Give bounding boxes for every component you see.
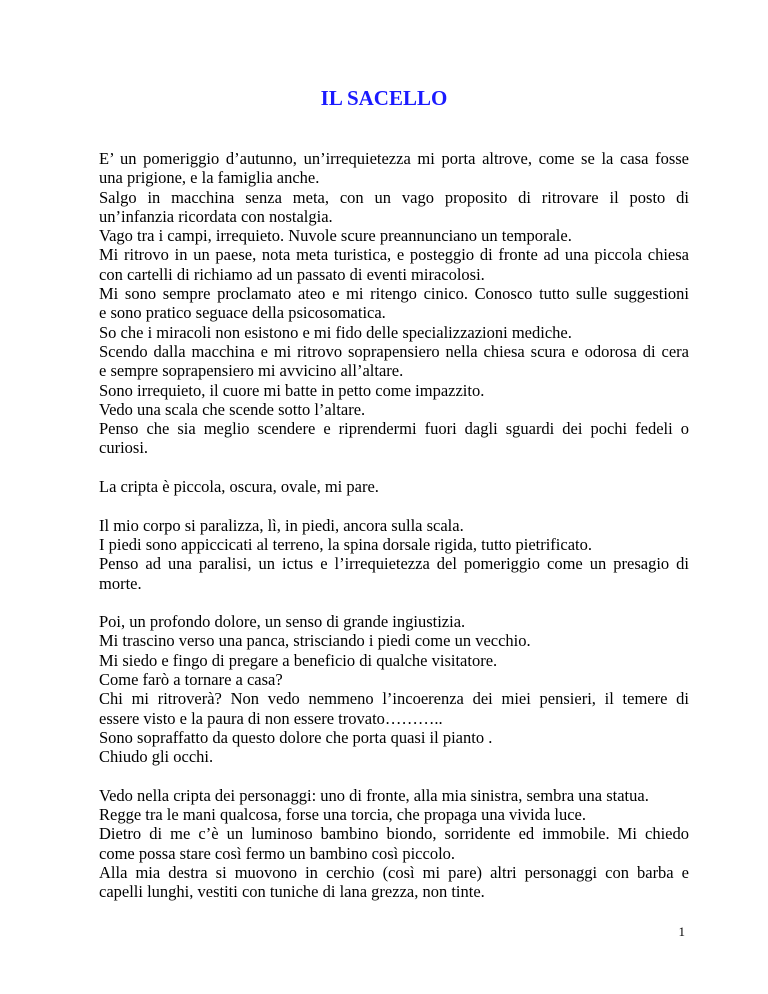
text-line: La cripta è piccola, oscura, ovale, mi pare. [99, 477, 379, 497]
text-line: Mi siedo e fingo di pregare a beneficio di qualche visitatore. [99, 650, 498, 670]
paragraph [99, 477, 689, 496]
text-line: E’ un pomeriggio d’autunno, un’irrequietezza mi porta altrove, come se la casa fosse [99, 149, 689, 168]
text-line: Come farò a tornare a casa? [99, 670, 283, 690]
text-line: Poi, un profondo dolore, un senso di grande ingiustizia. [99, 612, 466, 632]
text-line: capelli lunghi, vestiti con tuniche di lana grezza, non tinte. [99, 882, 485, 902]
paragraph-gap [99, 593, 689, 612]
text-line: Vago tra i campi, irrequieto. Nuvole scure preannunciano un temporale. [99, 226, 572, 246]
text-line: I piedi sono appiccicati al terreno, la spina dorsale rigida, tutto pietrificato. [99, 534, 592, 554]
text-line: Regge tra le mani qualcosa, forse una torcia, che propaga una vivida luce. [99, 805, 587, 825]
text-line: Scendo dalla macchina e mi ritrovo soprapensiero nella chiesa scura e odorosa di cera [99, 341, 689, 361]
paragraph [99, 612, 689, 766]
text-line: essere visto e la paura di non essere trovato……….. [99, 708, 443, 728]
document-body [99, 149, 689, 902]
text-line: con cartelli di richiamo ad un passato di eventi miracolosi. [99, 264, 485, 284]
page-number: 1 [678, 924, 685, 939]
text-line: Salgo in macchina senza meta, con un vago proposito di ritrovare il posto di [99, 187, 689, 207]
text-line: Il mio corpo si paralizza, lì, in piedi, ancora sulla scala. [99, 515, 464, 535]
text-line: Penso che sia meglio scendere e riprendermi fuori dagli sguardi dei pochi fedeli o [99, 419, 689, 439]
text-line: Chiudo gli occhi. [99, 747, 214, 767]
paragraph [99, 786, 689, 902]
text-line: e sempre soprapensiero mi avvicino all’altare. [99, 361, 404, 381]
text-line: come possa stare così fermo un bambino così piccolo. [99, 843, 456, 863]
text-line: una prigione, e la famiglia anche. [99, 168, 320, 188]
text-line: Dietro di me c’è un luminoso bambino biondo, sorridente ed immobile. Mi chiedo [99, 824, 689, 844]
text-line: Sono irrequieto, il cuore mi batte in petto come impazzito. [99, 380, 485, 400]
text-line: Alla mia destra si muovono in cerchio (così mi pare) altri personaggi con barba e [99, 862, 689, 882]
paragraph [99, 149, 689, 458]
text-line: un’infanzia ricordata con nostalgia. [99, 206, 333, 226]
paragraph-gap [99, 767, 689, 786]
paragraph-gap [99, 458, 689, 477]
text-line: Sono sopraffatto da questo dolore che porta quasi il pianto . [99, 727, 493, 747]
text-line: e sono pratico seguace della psicosomatica. [99, 303, 386, 323]
text-line: Chi mi ritroverà? Non vedo nemmeno l’incoerenza dei miei pensieri, il temere di [99, 689, 689, 709]
document-title: IL SACELLO [320, 86, 448, 110]
text-line: Mi sono sempre proclamato ateo e mi ritengo cinico. Conosco tutto sulle suggestioni [99, 284, 689, 304]
text-line: So che i miracoli non esistono e mi fido delle specializzazioni mediche. [99, 322, 572, 342]
text-line: Mi ritrovo in un paese, nota meta turistica, e posteggio di fronte ad una piccola chiesa [99, 245, 689, 265]
text-line: curiosi. [99, 438, 149, 458]
text-line: Vedo nella cripta dei personaggi: uno di fronte, alla mia sinistra, sembra una statua. [99, 785, 649, 805]
text-line: Penso ad una paralisi, un ictus e l’irrequietezza del pomeriggio come un presagio di [99, 554, 689, 574]
paragraph [99, 516, 689, 593]
text-line: Vedo una scala che scende sotto l’altare. [99, 399, 366, 419]
text-line: morte. [99, 573, 142, 593]
text-line: Mi trascino verso una panca, strisciando i piedi come un vecchio. [99, 631, 531, 651]
paragraph-gap [99, 496, 689, 515]
